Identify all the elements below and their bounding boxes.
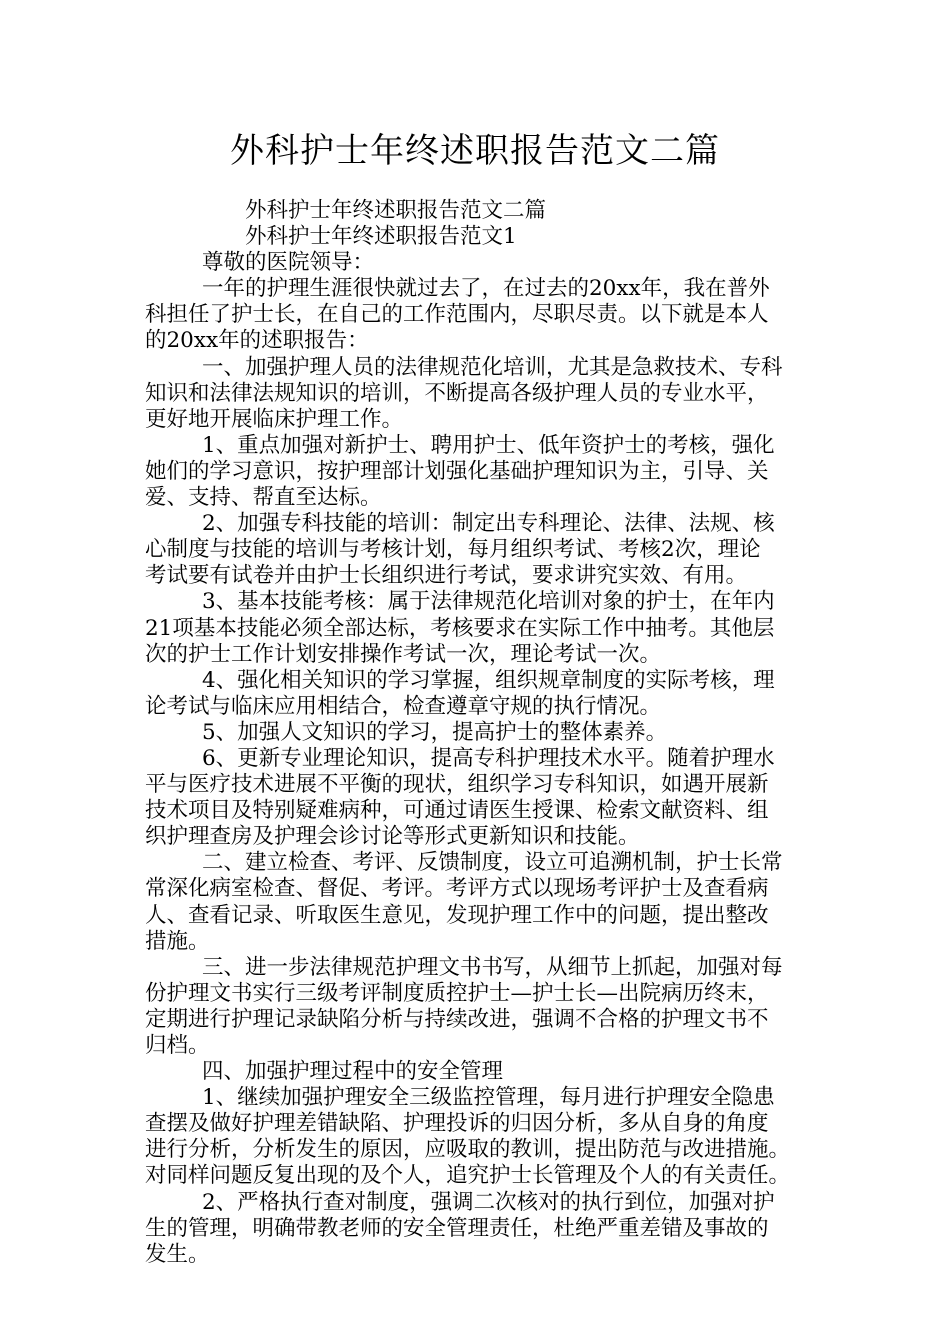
paragraph-line: 科担任了护士长，在自己的工作范围内，尽职尽责。以下就是本人: [145, 302, 769, 328]
subtitle-line: 外科护士年终述职报告范文1: [245, 224, 517, 250]
paragraph-line: 平与医疗技术进展不平衡的现状，组织学习专科知识，如遇开展新: [145, 772, 769, 798]
paragraph-line: 三、进一步法律规范护理文书书写，从细节上抓起，加强对每: [202, 954, 783, 980]
subtitle-line: 外科护士年终述职报告范文二篇: [245, 198, 547, 223]
paragraph-line: 对同样问题反复出现的及个人，追究护士长管理及个人的有关责任。: [145, 1163, 791, 1189]
paragraph-line: 的20xx年的述职报告：: [145, 328, 369, 354]
paragraph-line: 措施。: [145, 928, 210, 954]
document-body: [145, 198, 811, 1268]
paragraph-line: 定期进行护理记录缺陷分析与持续改进，强调不合格的护理文书不: [145, 1006, 769, 1032]
paragraph-line: 份护理文书实行三级考评制度质控护士—护士长—出院病历终末，: [145, 980, 769, 1006]
paragraph-line: 归档。: [145, 1033, 210, 1058]
paragraph-line: 她们的学习意识，按护理部计划强化基础护理知识为主，引导、关: [145, 458, 769, 484]
paragraph-line: 技术项目及特别疑难病种，可通过请医生授课、检索文献资料、组: [145, 798, 769, 824]
paragraph-line: 6、更新专业理论知识，提高专科护理技术水平。随着护理水: [202, 745, 775, 771]
paragraph-line: 2、严格执行查对制度，强调二次核对的执行到位，加强对护: [202, 1189, 775, 1215]
paragraph-line: 查摆及做好护理差错缺陷、护理投诉的归因分析，多从自身的角度: [145, 1111, 769, 1137]
paragraph-line: 生的管理，明确带教老师的安全管理责任，杜绝严重差错及事故的: [145, 1215, 769, 1241]
paragraph-line: 1、重点加强对新护士、聘用护士、低年资护士的考核，强化: [202, 432, 775, 458]
paragraph-line: 进行分析，分析发生的原因，应吸取的教训，提出防范与改进措施。: [145, 1137, 791, 1163]
paragraph-line: 爱、支持、帮直至达标。: [145, 485, 382, 511]
paragraph-line: 织护理查房及护理会诊讨论等形式更新知识和技能。: [145, 824, 640, 850]
document-title: 外科护士年终述职报告范文二篇: [230, 131, 720, 171]
paragraph-line: 4、强化相关知识的学习掌握，组织规章制度的实际考核，理: [202, 667, 775, 693]
paragraph-line: 次的护士工作计划安排操作考试一次，理论考试一次。: [145, 641, 662, 667]
salutation-line: 尊敬的医院领导：: [202, 250, 375, 276]
paragraph-line: 3、基本技能考核：属于法律规范化培训对象的护士，在年内: [202, 589, 775, 615]
paragraph-line: 1、继续加强护理安全三级监控管理，每月进行护理安全隐患: [202, 1085, 775, 1111]
paragraph-line: 考试要有试卷并由护士长组织进行考试，要求讲究实效、有用。: [145, 563, 748, 589]
paragraph-line: 二、建立检查、考评、反馈制度，设立可追溯机制，护士长常: [202, 850, 783, 876]
paragraph-line: 发生。: [145, 1241, 210, 1267]
paragraph-line: 一、加强护理人员的法律规范化培训，尤其是急救技术、专科: [202, 354, 783, 380]
paragraph-line: 人、查看记录、听取医生意见，发现护理工作中的问题，提出整改: [145, 902, 769, 928]
paragraph-line: 常深化病室检查、督促、考评。考评方式以现场考评护士及查看病: [145, 876, 769, 902]
paragraph-line: 论考试与临床应用相结合，检查遵章守规的执行情况。: [145, 693, 662, 719]
paragraph-line: 心制度与技能的培训与考核计划，每月组织考试、考核2次，理论: [145, 537, 761, 563]
paragraph-line: 5、加强人文知识的学习，提高护士的整体素养。: [202, 719, 668, 745]
paragraph-line: 一年的护理生涯很快就过去了，在过去的20xx年，我在普外: [202, 276, 770, 302]
paragraph-line: 更好地开展临床护理工作。: [145, 406, 404, 432]
paragraph-line: 21项基本技能必须全部达标，考核要求在实际工作中抽考。其他层: [145, 615, 775, 641]
paragraph-line: 2、加强专科技能的培训：制定出专科理论、法律、法规、核: [202, 511, 775, 537]
paragraph-line: 知识和法律法规知识的培训，不断提高各级护理人员的专业水平，: [145, 380, 769, 406]
section-heading-line: 四、加强护理过程中的安全管理: [202, 1059, 504, 1085]
